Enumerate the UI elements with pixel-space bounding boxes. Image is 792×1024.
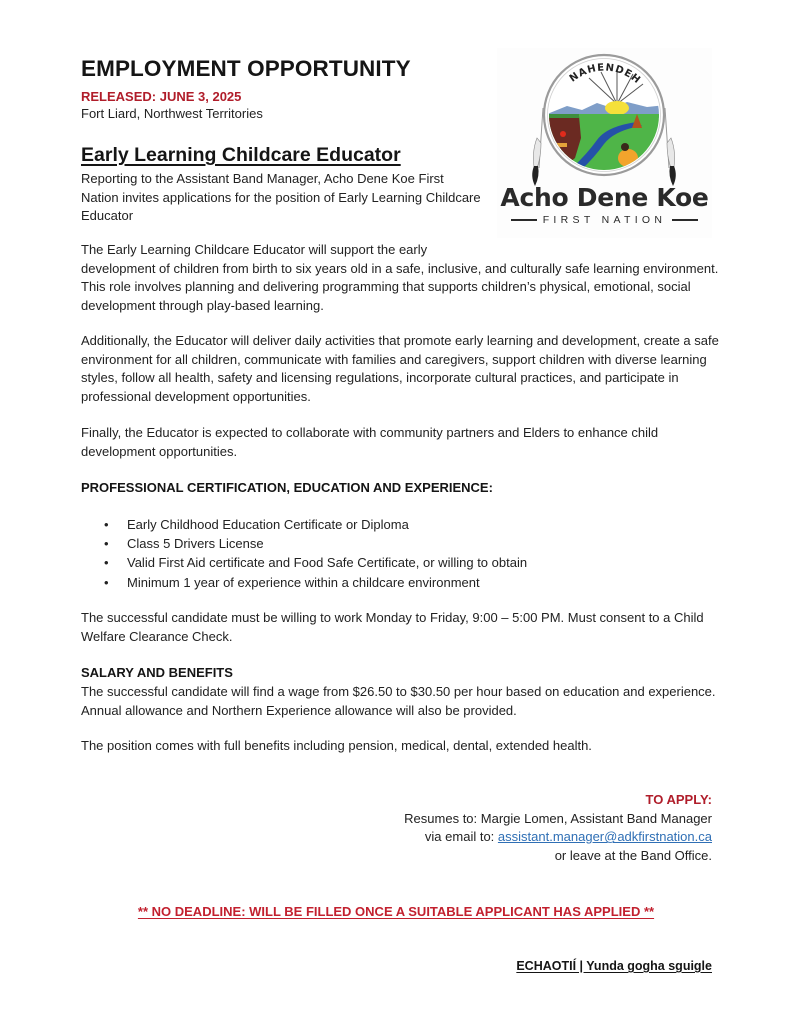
description-paragraph-1-line-1: The Early Learning Childcare Educator will support the early — [81, 242, 428, 257]
salary-paragraph: The successful candidate will find a wage from $26.50 to $30.50 per hour based on education and experience. Annual allowance and Northern Experience allowance will also be provided. — [81, 684, 716, 718]
list-item-text: Early Childhood Education Certificate or Diploma — [127, 517, 409, 532]
schedule-paragraph: The successful candidate must be willing to work Monday to Friday, 9:00 – 5:00 PM. Must consent to a Child Welfare Clearance Check. — [81, 610, 704, 644]
deadline-text: ** NO DEADLINE: WILL BE FILLED ONCE A SUITABLE APPLICANT HAS APPLIED ** — [137, 904, 655, 919]
right-feather-icon — [665, 108, 676, 186]
deadline-notice — [0, 904, 792, 919]
resumes-to: Resumes to: Margie Lomen, Assistant Band Manager — [404, 810, 712, 826]
list-item — [104, 515, 527, 534]
list-item — [104, 534, 527, 553]
bullet-icon: • — [104, 574, 109, 590]
left-feather-icon — [532, 108, 543, 186]
qualifications-list — [104, 515, 527, 592]
logo-subtitle-text: FIRST NATION — [542, 214, 667, 226]
job-title: Early Learning Childcare Educator — [81, 144, 401, 166]
bullet-icon: • — [104, 536, 109, 552]
salary-heading: SALARY AND BENEFITS — [81, 665, 233, 680]
list-item — [104, 573, 527, 592]
list-item-text: Class 5 Drivers License — [127, 536, 264, 552]
job-intro: Reporting to the Assistant Band Manager, Acho Dene Koe First Nation invites applications for the position of Early Learning Childcare Educator — [81, 171, 481, 223]
dash-left-icon — [511, 219, 537, 221]
apply-heading: TO APPLY: — [645, 792, 712, 807]
band-office-line: or leave at the Band Office. — [554, 847, 712, 863]
dash-right-icon — [672, 219, 698, 221]
apply-block — [404, 791, 712, 865]
description-paragraph-1 — [81, 241, 721, 315]
footer-signature: ECHAOTIÍ | Yunda gogha sguigle — [516, 959, 712, 973]
logo-name: Acho Dene Koe — [500, 183, 709, 212]
list-item — [104, 553, 527, 572]
acho-dene-koe-logo — [497, 48, 712, 238]
list-item-text: Valid First Aid certificate and Food Safe Certificate, or willing to obtain — [127, 555, 528, 571]
description-paragraph-1-rest: development of children from birth to six years old in a safe, inclusive, and culturally safe learning environment. This role involves planning and delivering programming that supports children’s physical, emotional, social development through play-based learning. — [81, 260, 719, 313]
description-paragraph-3: Finally, the Educator is expected to collaborate with community partners and Elders to enhance child development opportunities. — [81, 425, 659, 459]
email-link[interactable]: assistant.manager@adkfirstnation.ca — [497, 829, 712, 845]
qualifications-heading: PROFESSIONAL CERTIFICATION, EDUCATION AND EXPERIENCE: — [81, 480, 493, 495]
release-date: RELEASED: JUNE 3, 2025 — [81, 89, 242, 104]
logo-arc-text: NAHENDEH — [567, 62, 643, 87]
bullet-icon: • — [104, 555, 109, 571]
page-title: EMPLOYMENT OPPORTUNITY — [81, 56, 411, 81]
email-prefix: via email to: — [424, 829, 498, 845]
bullet-icon: • — [104, 517, 109, 532]
description-paragraph-2: Additionally, the Educator will deliver daily activities that promote early learning and development, create a safe environment for all children, communicate with families and caregivers, support children with diverse learning styles, follow all health, safety and licensing regulations, incorporate cultural practices, and participate in professional development opportunities. — [81, 333, 719, 404]
email-line — [404, 828, 712, 847]
list-item-text: Minimum 1 year of experience within a childcare environment — [127, 574, 480, 590]
location: Fort Liard, Northwest Territories — [81, 106, 263, 121]
benefits-paragraph: The position comes with full benefits including pension, medical, dental, extended health. — [81, 738, 592, 753]
logo-subtitle — [497, 214, 712, 226]
